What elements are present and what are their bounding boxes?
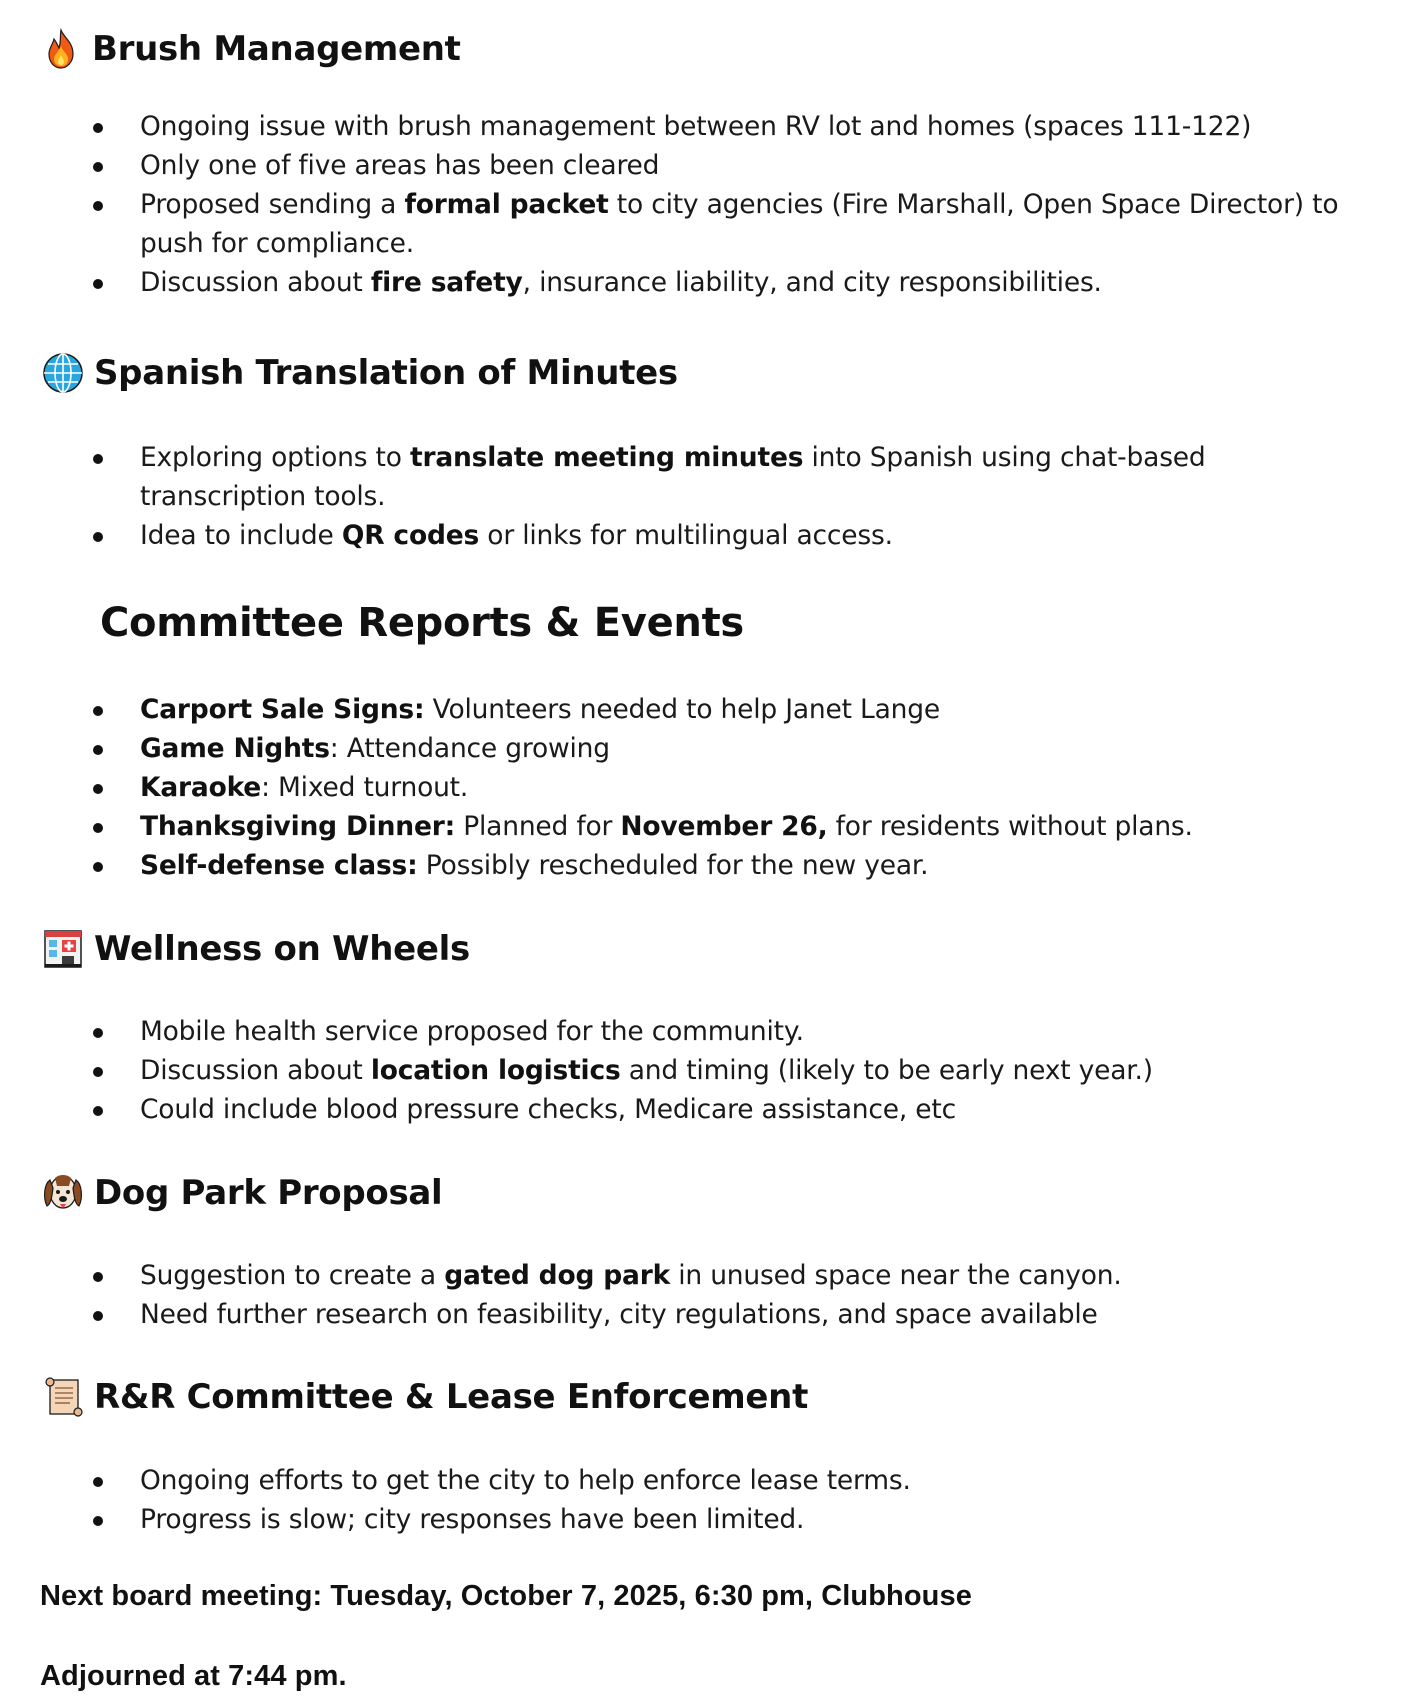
section-title: Wellness on Wheels [94,929,470,969]
bullet-list [0,438,1406,555]
list-item: Thanksgiving Dinner: Planned for November 26, for residents without plans. [0,807,1340,846]
list-item: Ongoing issue with brush management between RV lot and homes (spaces 111-122) [0,107,1340,146]
list-item: Progress is slow; city responses have been limited. [0,1500,1340,1539]
list-item: Discussion about location logistics and timing (likely to be early next year.) [0,1051,1340,1090]
bullet-dot [93,823,103,833]
bullet-dot [93,454,103,464]
bullet-dot [93,1311,103,1321]
bullet-dot [93,1106,103,1116]
list-item: Self-defense class: Possibly rescheduled for the new year. [0,846,1340,885]
list-item: Carport Sale Signs: Volunteers needed to help Janet Lange [0,690,1340,729]
bullet-dot [93,1272,103,1282]
section-header [40,926,470,972]
bullet-dot [93,1477,103,1487]
globe-icon [40,350,86,396]
bullet-dot [93,1516,103,1526]
section-header [38,26,461,72]
bullet-dot [93,162,103,172]
section-title: Dog Park Proposal [94,1173,443,1213]
bullet-list [0,690,1406,885]
adjourned-line: Adjourned at 7:44 pm. [40,1660,347,1692]
bullet-dot [93,279,103,289]
list-item: Discussion about fire safety, insurance liability, and city responsibilities. [0,263,1340,302]
bullet-dot [93,532,103,542]
list-item: Idea to include QR codes or links for multilingual access. [0,516,1340,555]
list-item: Ongoing efforts to get the city to help enforce lease terms. [0,1461,1340,1500]
scroll-icon [40,1374,86,1420]
bullet-dot [93,201,103,211]
bullet-list [0,1012,1406,1129]
bullet-list [0,1256,1406,1334]
section-title: Spanish Translation of Minutes [94,353,678,393]
list-item: Suggestion to create a gated dog park in unused space near the canyon. [0,1256,1340,1295]
list-item: Only one of five areas has been cleared [0,146,1340,185]
hospital-icon [40,926,86,972]
section-title: Brush Management [92,29,461,69]
list-item: Could include blood pressure checks, Medicare assistance, etc [0,1090,1340,1129]
list-item: Mobile health service proposed for the community. [0,1012,1340,1051]
bullet-dot [93,1028,103,1038]
list-item: Need further research on feasibility, city regulations, and space available [0,1295,1340,1334]
section-header [100,600,744,646]
list-item: Karaoke: Mixed turnout. [0,768,1340,807]
dog-icon [40,1170,86,1216]
bullet-dot [93,1067,103,1077]
section-title: R&R Committee & Lease Enforcement [94,1377,809,1417]
list-item: Game Nights: Attendance growing [0,729,1340,768]
section-title: Committee Reports & Events [100,600,744,646]
bullet-dot [93,862,103,872]
next-meeting-line: Next board meeting: Tuesday, October 7, 2025, 6:30 pm, Clubhouse [40,1580,972,1612]
list-item: Proposed sending a formal packet to city agencies (Fire Marshall, Open Space Director) to push for compliance. [0,185,1340,263]
section-header [40,350,678,396]
list-item: Exploring options to translate meeting minutes into Spanish using chat-based transcription tools. [0,438,1340,516]
section-header [40,1170,442,1216]
bullet-list [0,1461,1406,1539]
bullet-dot [93,706,103,716]
bullet-dot [93,784,103,794]
bullet-list [0,107,1406,302]
fire-icon [38,26,84,72]
bullet-dot [93,123,103,133]
bullet-dot [93,745,103,755]
section-header [40,1374,808,1420]
